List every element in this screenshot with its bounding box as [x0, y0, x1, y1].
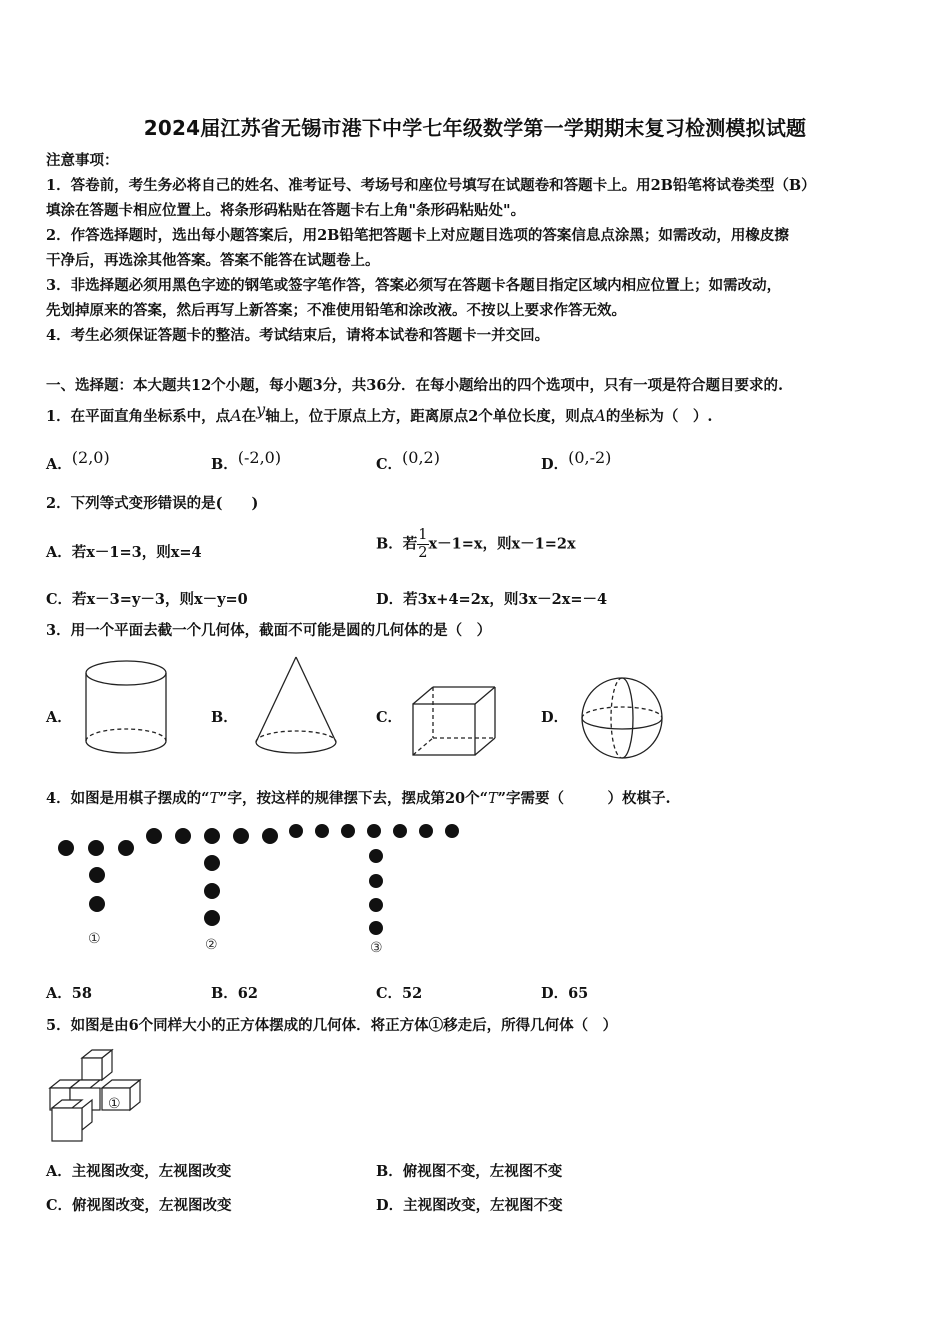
figure-label-3: ③ — [370, 940, 383, 956]
notes-line: 先划掉原来的答案，然后再写上新答案；不准使用铅笔和涂改液。不按以上要求作答无效。 — [46, 302, 626, 319]
section-heading: 一、选择题：本大题共12个小题，每小题3分，共36分．在每小题给出的四个选项中，只有一项是符合题目要求的. — [46, 377, 783, 394]
notes-line: 2．作答选择题时，选出每小题答案后，用2B铅笔把答题卡上对应题目选项的答案信息点涂黑；如需改动，用橡皮擦 — [46, 227, 789, 244]
notes-line: 干净后，再选涂其他答案。答案不能答在试题卷上。 — [46, 252, 380, 269]
q4-option-b[interactable]: B．62 — [211, 985, 258, 1002]
q3-option-c-label[interactable]: C． — [376, 709, 403, 726]
chess-piece — [367, 824, 381, 838]
q3-option-d-label[interactable]: D． — [541, 709, 569, 726]
q5-option-c[interactable]: C．俯视图改变，左视图改变 — [46, 1197, 232, 1214]
q2-option-c[interactable]: C．若x－3=y－3，则x－y=0 — [46, 591, 248, 608]
chess-piece — [289, 824, 303, 838]
q4-option-c[interactable]: C．52 — [376, 985, 423, 1002]
chess-piece — [369, 874, 383, 888]
q2-option-a[interactable]: A．若x－1=3，则x=4 — [46, 544, 202, 561]
q2-option-d[interactable]: D．若3x+4=2x，则3x－2x=－4 — [376, 591, 608, 608]
chess-piece — [89, 896, 105, 912]
cube-label: ① — [108, 1096, 121, 1112]
cube-figure — [408, 684, 500, 760]
q5-option-a[interactable]: A．主视图改变，左视图改变 — [46, 1163, 232, 1180]
q1-option-c[interactable]: C．$^{(0,2)}$ — [376, 448, 440, 473]
figure-label-2: ② — [205, 937, 218, 953]
chess-piece — [204, 910, 220, 926]
chess-piece — [369, 849, 383, 863]
chess-piece — [445, 824, 459, 838]
q4-option-d[interactable]: D．65 — [541, 985, 589, 1002]
chess-piece — [262, 828, 278, 844]
q2-option-b[interactable]: B．若 $\frac{1}{2}$ x－1=x，则x－1=2x — [376, 527, 576, 561]
chess-piece — [146, 828, 162, 844]
chess-piece — [369, 898, 383, 912]
q5-option-d[interactable]: D．主视图改变，左视图不变 — [376, 1197, 563, 1214]
chess-piece — [233, 828, 249, 844]
chess-piece — [88, 840, 104, 856]
chess-piece — [393, 824, 407, 838]
figure-label-1: ① — [88, 931, 101, 947]
chess-piece — [204, 828, 220, 844]
cylinder-figure — [80, 658, 172, 758]
question-2-stem: 2．下列等式变形错误的是( ) — [46, 495, 259, 512]
fraction-half: $\frac{1}{2}$ — [418, 527, 428, 561]
chess-piece — [118, 840, 134, 856]
t-pattern-figure — [50, 820, 480, 960]
cube-stack-figure — [44, 1046, 144, 1146]
chess-piece — [89, 867, 105, 883]
cone-figure — [252, 654, 342, 758]
notes-line: 填涂在答题卡相应位置上。将条形码粘贴在答题卡右上角"条形码粘贴处"。 — [46, 202, 526, 219]
notes-line: 4．考生必须保证答题卡的整洁。考试结束后，请将本试卷和答题卡一并交回。 — [46, 327, 550, 344]
chess-piece — [419, 824, 433, 838]
q1-option-a[interactable]: A．$^{(2,0)}$ — [46, 448, 110, 473]
chess-piece — [315, 824, 329, 838]
chess-piece — [204, 855, 220, 871]
sphere-figure — [578, 674, 668, 762]
notes-line: 3．非选择题必须用黑色字迹的钢笔或签字笔作答，答案必须写在答题卡各题目指定区域内相应位置上；如需改动， — [46, 277, 782, 294]
q1-option-d[interactable]: D．$^{(0,-2)}$ — [541, 448, 612, 473]
chess-piece — [58, 840, 74, 856]
chess-piece — [369, 921, 383, 935]
question-3-stem: 3．用一个平面去截一个几何体，截面不可能是圆的几何体的是（ ） — [46, 622, 492, 639]
q3-option-b-label[interactable]: B． — [211, 709, 238, 726]
q1-option-b[interactable]: B．$^{(-2,0)}$ — [211, 448, 282, 473]
question-5-stem: 5．如图是由6个同样大小的正方体摆成的几何体．将正方体①移走后，所得几何体（ ） — [46, 1017, 618, 1034]
chess-piece — [204, 883, 220, 899]
question-1-stem: 1．在平面直角坐标系中，点A在$^y$轴上，位于原点上方，距离原点2个单位长度，则点A的坐标为（ ）. — [46, 400, 713, 425]
notes-heading: 注意事项： — [46, 152, 119, 169]
q4-option-a[interactable]: A．58 — [46, 985, 92, 1002]
page-title: 2024届江苏省无锡市港下中学七年级数学第一学期期末复习检测模拟试题 — [143, 116, 807, 140]
chess-piece — [175, 828, 191, 844]
q5-option-b[interactable]: B．俯视图不变，左视图不变 — [376, 1163, 563, 1180]
chess-piece — [341, 824, 355, 838]
q3-option-a-label[interactable]: A． — [46, 709, 72, 726]
question-4-stem: 4．如图是用棋子摆成的“T”字，按这样的规律摆下去，摆成第20个“T”字需要（ ）枚棋子. — [46, 790, 671, 807]
notes-line: 1．答卷前，考生务必将自己的姓名、准考证号、考场号和座位号填写在试题卷和答题卡上。用2B铅笔将试卷类型（B） — [46, 177, 816, 194]
